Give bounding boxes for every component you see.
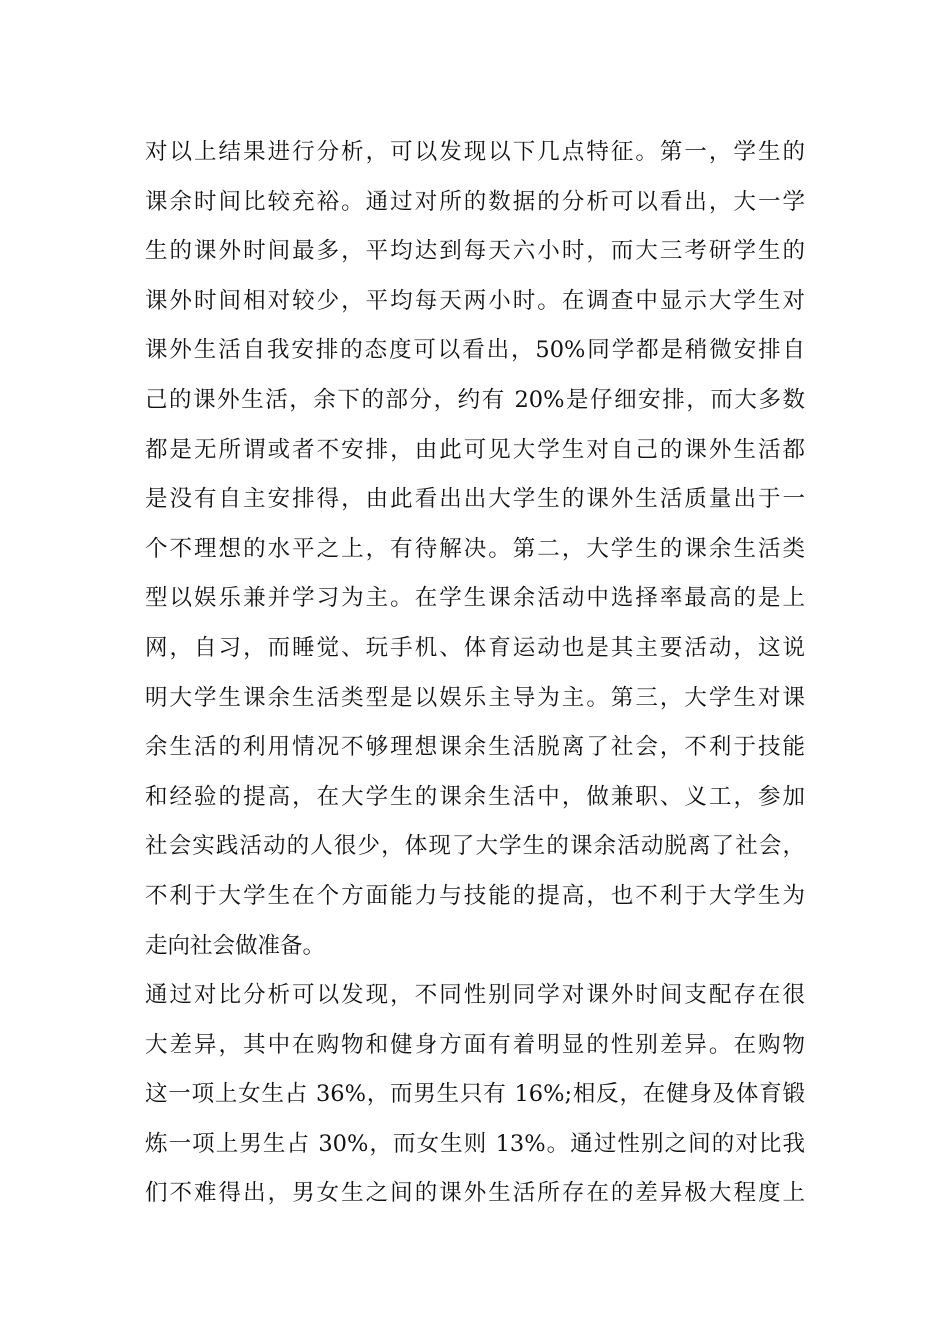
text-line: 型以娱乐兼并学习为主。在学生课余活动中选择率最高的是上 (145, 585, 805, 612)
text-line: 明大学生课余生活类型是以娱乐主导为主。第三，大学生对课 (145, 684, 805, 711)
text-line: 大差异，其中在购物和健身方面有着明显的性别差异。在购物 (145, 1031, 805, 1058)
paragraph-2 (145, 971, 805, 1219)
text-line: 己的课外生活，余下的部分，约有 20%是仔细安排，而大多数 (145, 386, 805, 413)
text-line: 课外时间相对较少，平均每天两小时。在调查中显示大学生对 (145, 287, 805, 314)
text-line: 和经验的提高，在大学生的课余生活中，做兼职、义工，参加 (145, 783, 805, 810)
body-text (145, 128, 805, 1219)
text-line: 社会实践活动的人很少，体现了大学生的课余活动脱离了社会， (145, 833, 805, 860)
text-line: 个不理想的水平之上，有待解决。第二，大学生的课余生活类 (145, 535, 805, 562)
text-line: 们不难得出，男女生之间的课外生活所存在的差异极大程度上 (145, 1180, 805, 1207)
text-line: 是没有自主安排得，由此看出出大学生的课外生活质量出于一 (145, 486, 805, 513)
text-line: 生的课外时间最多，平均达到每天六小时，而大三考研学生的 (145, 238, 805, 265)
text-line: 这一项上女生占 36%，而男生只有 16%;相反，在健身及体育锻 (145, 1081, 805, 1108)
text-line: 不利于大学生在个方面能力与技能的提高，也不利于大学生为 (145, 882, 805, 909)
text-line: 走向社会做准备。 (145, 932, 326, 959)
text-line: 炼一项上男生占 30%，而女生则 13%。通过性别之间的对比我 (145, 1130, 805, 1157)
text-line: 网，自习，而睡觉、玩手机、体育运动也是其主要活动，这说 (145, 634, 805, 661)
text-line: 通过对比分析可以发现，不同性别同学对课外时间支配存在很 (145, 982, 805, 1009)
paragraph-1 (145, 128, 805, 971)
text-line: 课余时间比较充裕。通过对所的数据的分析可以看出，大一学 (145, 188, 805, 215)
text-line: 对以上结果进行分析，可以发现以下几点特征。第一，学生的 (145, 139, 805, 165)
text-line: 都是无所谓或者不安排，由此可见大学生对自己的课外生活都 (145, 436, 805, 463)
text-line: 余生活的利用情况不够理想课余生活脱离了社会，不利于技能 (145, 734, 805, 761)
text-line: 课外生活自我安排的态度可以看出，50%同学都是稍微安排自 (145, 337, 805, 364)
